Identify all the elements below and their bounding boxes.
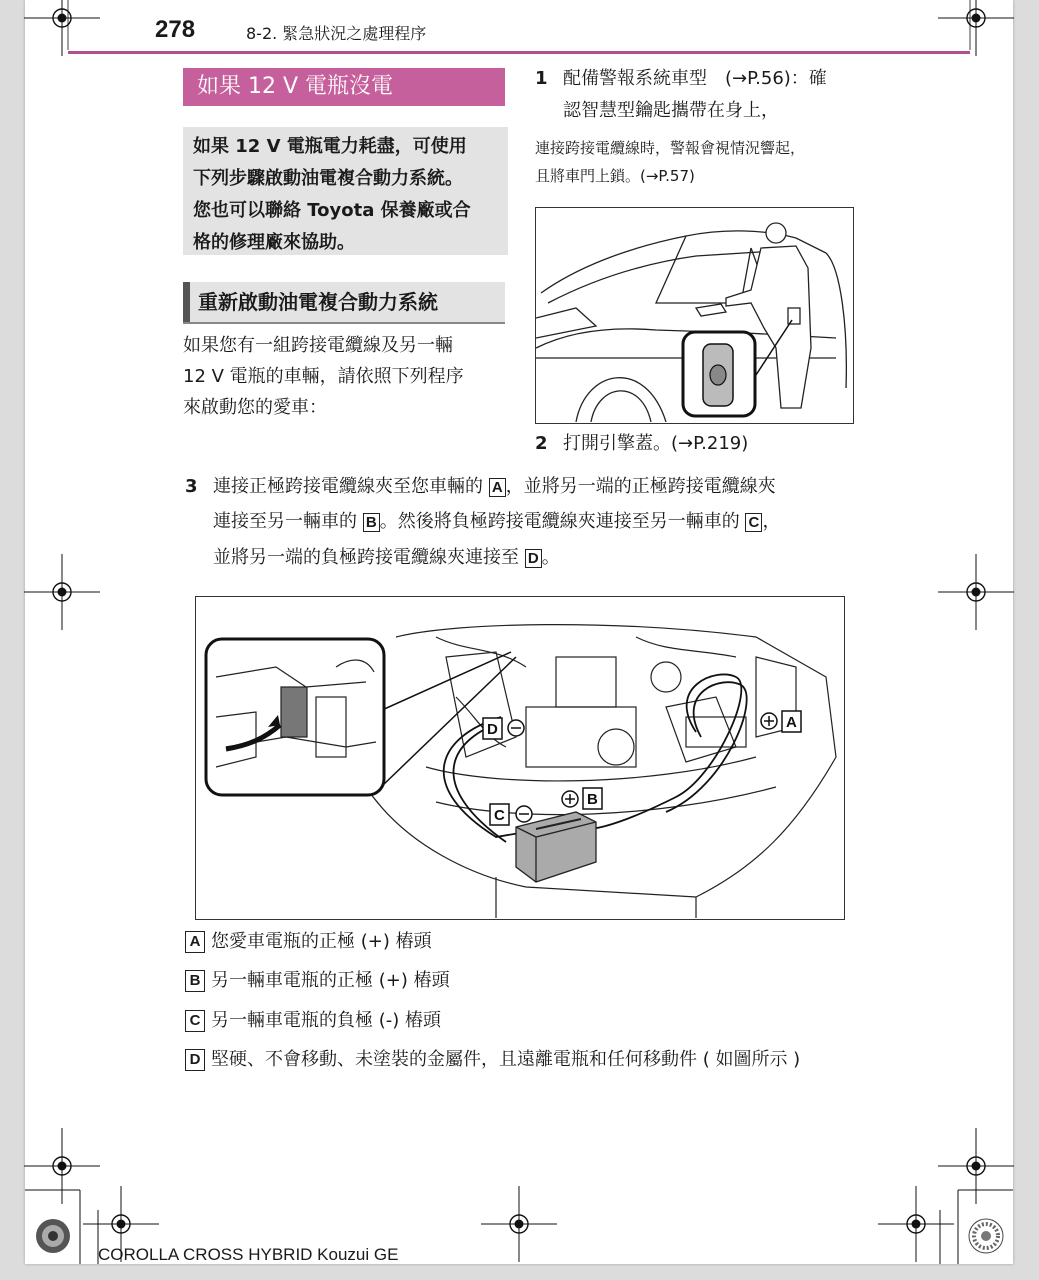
step-text: 並將另一端的負極跨接電纜線夾連接至 [213,547,519,568]
intro-line: 您也可以聯絡 Toyota 保養廠或合 [193,200,471,221]
section-title: 8-2. 緊急狀況之處理程序 [246,24,427,43]
page-number: 278 [155,16,196,43]
step-number: 2 [535,433,548,454]
label-d-marker: D [487,721,498,738]
intro-line: 下列步驟啟動油電複合動力系統。 [193,168,463,189]
step-text: 連接正極跨接電纜線夾至您車輛的 [213,476,483,497]
star-target-right [969,1219,1003,1253]
legend-text: 另一輛車電瓶的負極 (-) 樁頭 [211,1010,441,1031]
legend-key: C [185,1010,205,1032]
step-1-note: 連接跨接電纜線時，警報會視情況響起， [535,139,806,157]
legend-text: 您愛車電瓶的正極 (+) 樁頭 [211,931,432,952]
step-text: ，並將另一端的正極跨接電纜線夾 [505,476,776,497]
registration-mark [481,1186,557,1262]
legend-text: 堅硬、不會移動、未塗裝的金屬件，且遠離電瓶和任何移動件 ( 如圖所示 ) [211,1049,801,1070]
subheading: 重新啟動油電複合動力系統 [183,282,505,322]
label-a: A [489,478,506,497]
registration-mark [938,0,1014,56]
star-target-left [36,1219,70,1253]
label-c-marker: C [494,807,505,824]
paragraph-line: 如果您有一組跨接電纜線及另一輛 [183,335,453,356]
label-a-marker: A [786,714,797,731]
step-number: 1 [535,68,548,89]
label-d: D [525,549,542,568]
legend-key: B [185,970,205,992]
registration-mark [24,554,100,630]
step-text: 。然後將負極跨接電纜線夾連接至另一輛車的 [379,511,740,532]
step-text: 配備警報系統車型 (→P.56)：確 [563,68,827,89]
intro-line: 如果 12 V 電瓶電力耗盡，可使用 [193,136,467,157]
footer-text: COROLLA CROSS HYBRID Kouzui GE [98,1245,399,1264]
step-number: 3 [185,476,198,497]
legend-key: A [185,931,205,953]
step-text: 打開引擎蓋。(→P.219) [563,433,749,454]
label-c: C [745,513,762,532]
registration-mark [24,1128,100,1204]
registration-mark [83,1186,159,1262]
paragraph-line: 來啟動您的愛車： [183,397,327,418]
step-1-cont: 認智慧型鑰匙攜帶在身上， [563,100,779,121]
label-b-marker: B [587,791,598,808]
label-b: B [363,513,380,532]
registration-mark [938,554,1014,630]
registration-mark [878,1186,954,1262]
legend-key: D [185,1049,205,1071]
section-heading: 如果 12 V 電瓶沒電 [183,68,505,106]
registration-mark [24,0,100,56]
step-text: 連接至另一輛車的 [213,511,357,532]
step-text: ， [762,511,781,532]
paragraph-line: 12 V 電瓶的車輛，請依照下列程序 [183,366,464,387]
registration-mark [938,1128,1014,1204]
step-1-note: 且將車門上鎖。(→P.57) [535,167,695,185]
intro-line: 格的修理廠來協助。 [193,232,355,253]
legend-text: 另一輛車電瓶的正極 (+) 樁頭 [211,970,450,991]
step-text: 。 [541,547,560,568]
